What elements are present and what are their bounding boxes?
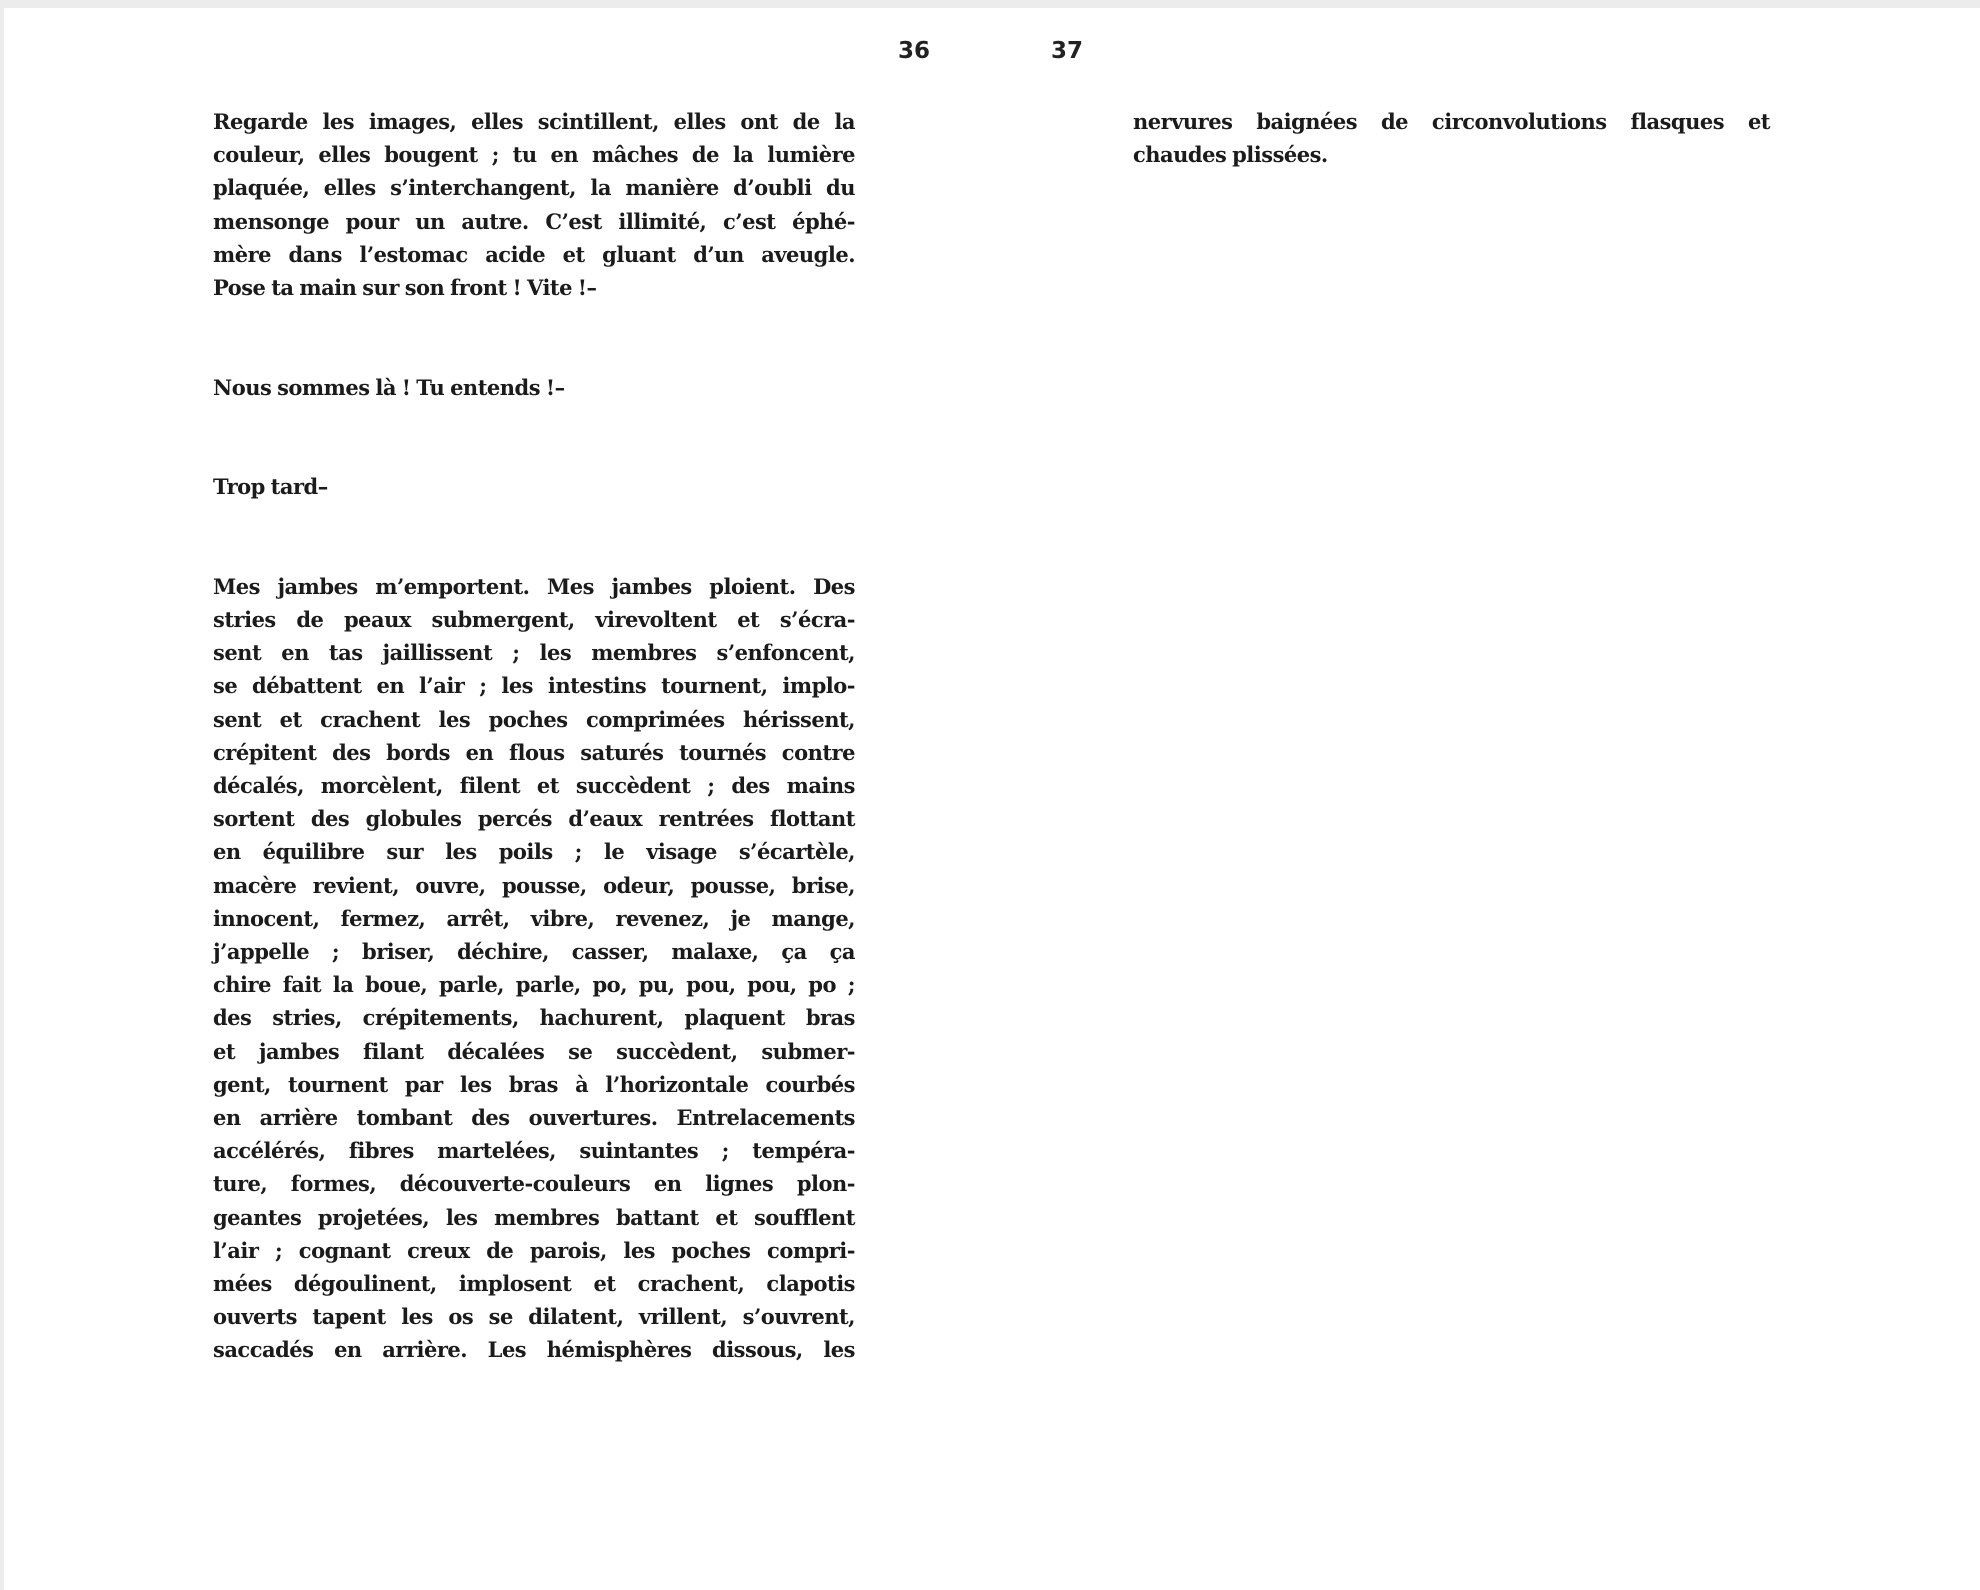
page-edge-left [0,0,4,1590]
text-line: sent en tas jaillissent ; les membres s’enfoncent, [213,640,855,666]
text-line: ture, formes, découverte-couleurs en lignes plon- [213,1171,855,1197]
text-line: nervures baignées de circonvolutions flasques et [1133,109,1770,134]
paragraph [1133,105,1770,171]
text-line: couleur, elles bougent ; tu en mâches de la lumière [213,142,855,168]
text-line: geantes projetées, les membres battant et soufflent [213,1204,855,1230]
text-line: mées dégoulinent, implosent et crachent, clapotis [213,1271,855,1297]
text-line: crépitent des bords en flous saturés tournés contre [213,739,855,765]
text-line: sortent des globules percés d’eaux rentrées flottant [213,806,855,832]
text-line: saccadés en arrière. Les hémisphères dissous, les [213,1337,855,1363]
text-line: en équilibre sur les poils ; le visage s’écartèle, [213,839,855,865]
text-line: et jambes filant décalées se succèdent, submer- [213,1038,855,1064]
text-line: Nous sommes là ! Tu entends !– [213,374,565,400]
text-line: chire fait la boue, parle, parle, po, pu, pou, pou, po ; [213,972,855,998]
text-line: mensonge pour un autre. C’est illimité, c’est éphé- [213,208,855,234]
text-line: accélérés, fibres martelées, suintantes ; tempéra- [213,1138,855,1164]
text-line: Mes jambes m’emportent. Mes jambes ploient. Des [213,573,855,599]
text-line: en arrière tombant des ouvertures. Entrelacements [213,1105,855,1131]
text-line: Pose ta main sur son front ! Vite !– [213,275,597,301]
text-line: Regarde les images, elles scintillent, elles ont de la [213,109,855,134]
text-line: des stries, crépitements, hachurent, plaquent bras [213,1005,855,1031]
paragraph [213,570,855,1367]
text-line: macère revient, ouvre, pousse, odeur, pousse, brise, [213,872,855,898]
paragraph [213,105,855,304]
text-line: stries de peaux submergent, virevoltent et s’écra- [213,607,855,632]
text-line: j’appelle ; briser, déchire, casser, malaxe, ça ça [213,939,855,965]
paragraph [213,470,855,503]
text-line: se débattent en l’air ; les intestins tournent, implo- [213,673,855,699]
text-line: l’air ; cognant creux de parois, les poches compri- [213,1237,855,1263]
text-line: chaudes plissées. [1133,142,1328,168]
page-number-right: 37 [1051,38,1084,64]
text-line: gent, tournent par les bras à l’horizontale courbés [213,1071,855,1097]
right-page-text-column [1133,105,1770,171]
paragraph [213,371,855,404]
page-number-left: 36 [898,38,931,64]
text-line: innocent, fermez, arrêt, vibre, revenez, je mange, [213,905,855,931]
text-line: sent et crachent les poches comprimées hérissent, [213,706,855,732]
page-edge-top [0,0,1980,8]
left-page-text-column [213,105,855,1367]
text-line: plaquée, elles s’interchangent, la manière d’oubli du [213,175,855,201]
text-line: ouverts tapent les os se dilatent, vrillent, s’ouvrent, [213,1304,855,1330]
text-line: Trop tard– [213,474,328,500]
text-line: décalés, morcèlent, filent et succèdent ; des mains [213,773,855,799]
text-line: mère dans l’estomac acide et gluant d’un aveugle. [213,241,855,267]
